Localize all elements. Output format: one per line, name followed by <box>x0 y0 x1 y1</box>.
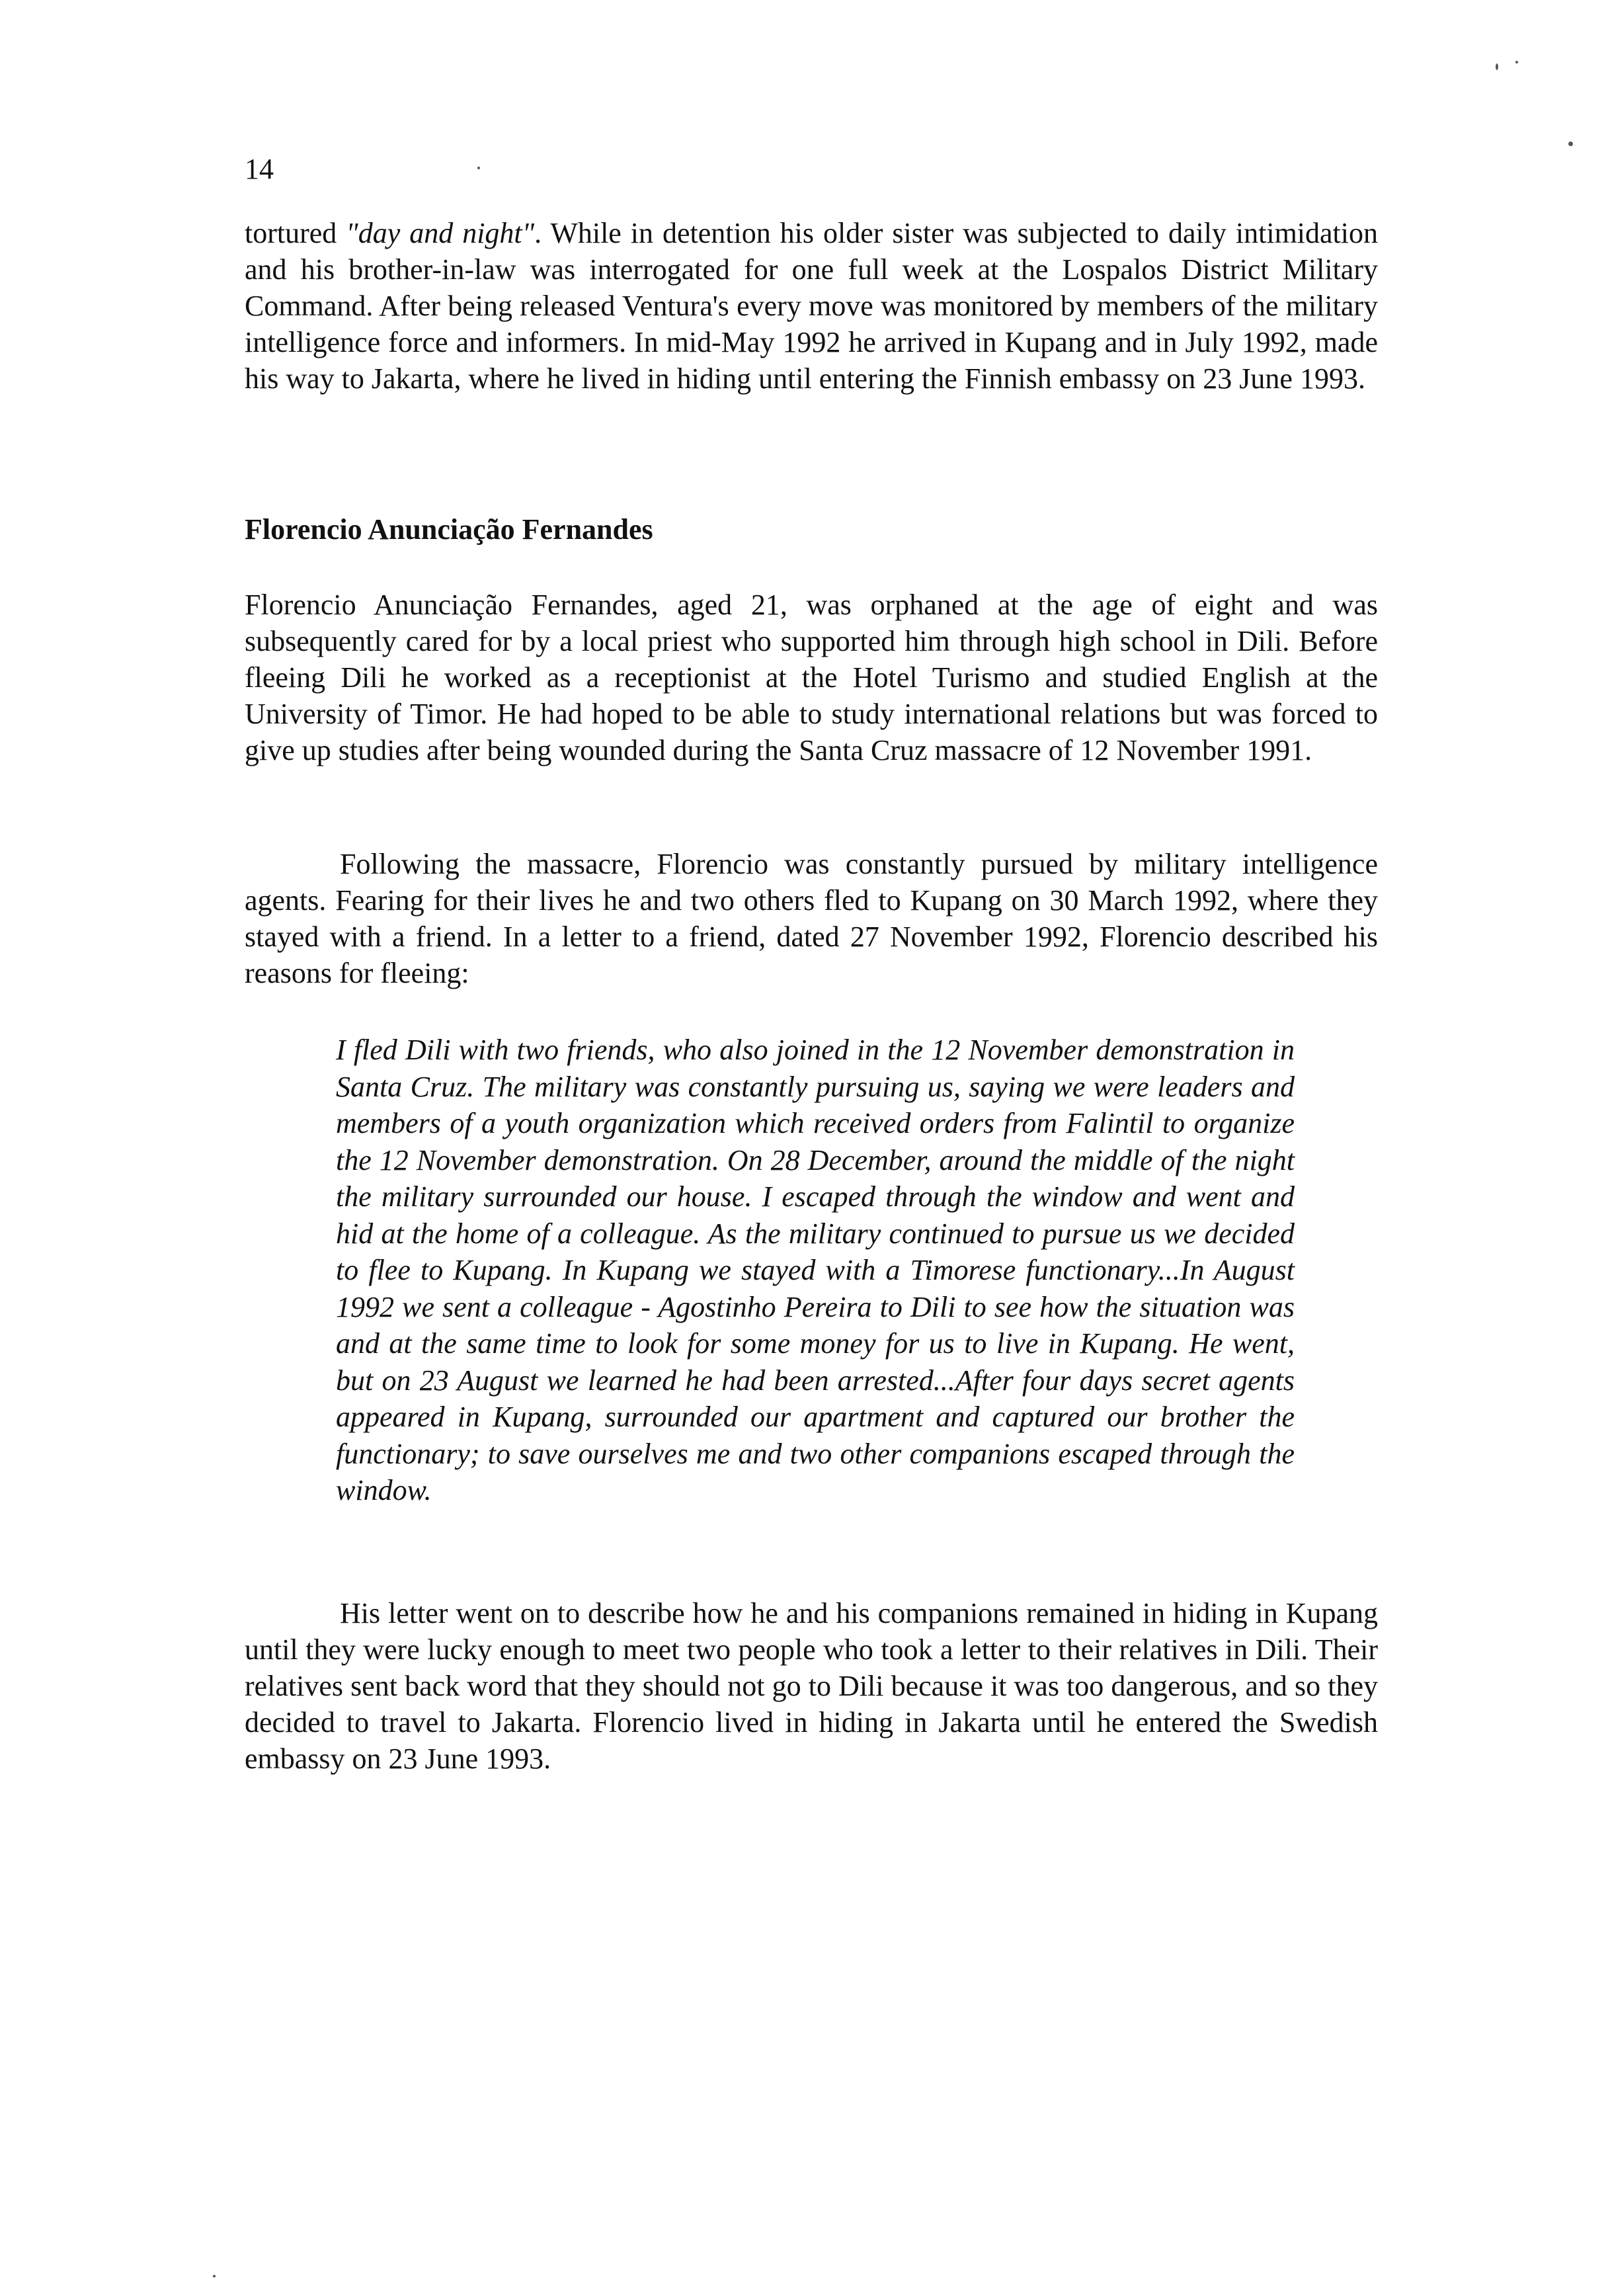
section-heading: Florencio Anunciação Fernandes <box>245 513 653 546</box>
scan-speck <box>477 167 480 169</box>
block-quote-letter: I fled Dili with two friends, who also joined in the 12 November demonstration in Santa Cruz. The military was constantly pursuing us, saying we were leaders and members of a youth organization which received orders from Falintil to organize the 12 November demonstration. On 28 December, around the middle of the night the military surrounded our house. I escaped through the window and went and hid at the home of a colleague. As the military continued to pursue us we decided to flee to Kupang. In Kupang we stayed with a Timorese functionary...In August 1992 we sent a colleague - Agostinho Pereira to Dili to see how the situation was and at the same time to look for some money for us to live in Kupang. He went, but on 23 August we learned he had been arrested...After four days secret agents appeared in Kupang, surrounded our apartment and captured our brother the functionary; to save ourselves me and two other companions escaped through the window. <box>336 1034 1295 1506</box>
paragraph-florencio-flight: Following the massacre, Florencio was constantly pursued by military intelligence agents. Fearing for their lives he and two others fled to Kupang on 30 March 1992, where they stayed with a friend. In a letter to a friend, dated 27 November 1992, Florencio described his reasons for fleeing: <box>245 848 1378 989</box>
scan-speck <box>1568 142 1573 146</box>
scan-speck <box>1515 61 1518 63</box>
scan-speck <box>213 2275 216 2277</box>
paragraph-florencio-background: Florencio Anunciação Fernandes, aged 21, was orphaned at the age of eight and was subsequently cared for by a local priest who supported him through high school in Dili. Before fleeing Dili he worked as a receptionist at the Hotel Turismo and studied English at the University of Timor. He had hoped to be able to study international relations but was forced to give up studies after being wounded during the Santa Cruz massacre of 12 November 1991. <box>245 589 1378 766</box>
paragraph-prefix: tortured <box>245 217 346 249</box>
page-number: 14 <box>245 153 274 185</box>
scan-speck <box>1496 63 1498 70</box>
paragraph-rest: . While in detention his older sister was subjected to daily intimidation and his brother-in-law was interrogated for one full week at the Lospalos District Military Command. After being released Ventura's every move was monitored by members of the military intelligence force and informers. In mid-May 1992 he arrived in Kupang and in July 1992, made his way to Jakarta, where he lived in hiding until entering the Finnish embassy on 23 June 1993. <box>245 217 1378 395</box>
paragraph-ventura-release <box>245 215 1378 397</box>
italic-quote-day-and-night: "day and night" <box>346 217 535 249</box>
paragraph-letter-summary: His letter went on to describe how he and his companions remained in hiding in Kupang until they were lucky enough to meet two people who took a letter to their relatives in Dili. Their relatives sent back word that they should not go to Dili because it was too dangerous, and so they decided to travel to Jakarta. Florencio lived in hiding in Jakarta until he entered the Swedish embassy on 23 June 1993. <box>245 1597 1378 1775</box>
